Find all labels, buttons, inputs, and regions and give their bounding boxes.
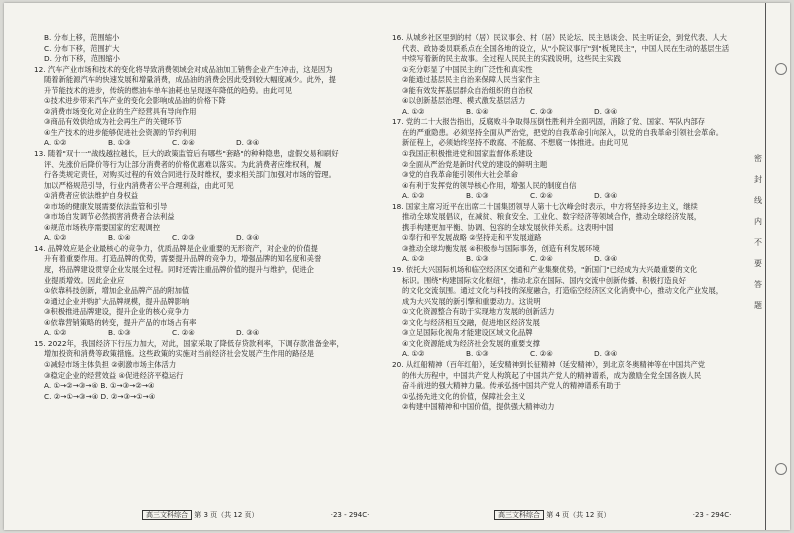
answer-options <box>392 254 737 265</box>
text-line: ③推动全球均衡发展 ④积极参与国际事务，创造有利发展环境 <box>402 243 600 253</box>
text-line: ②文化与经济相互交融，促进地区经济发展 <box>402 317 540 327</box>
answer-option: D. ③④ <box>236 328 260 338</box>
text-line: 评、先涨价后降价等行为让部分消费者的价格优惠难以落实。为此消费者应维权利，履 <box>44 159 322 169</box>
text-line: ④生产技术的进步能够促进社会资源的节约利用 <box>44 127 197 137</box>
text-line: ②全面从严治党是新时代党的建设的鲜明主题 <box>402 159 548 169</box>
text-line: 携手构建更加平衡、协调、包容的全球发展伙伴关系。这表明中国 <box>402 222 614 232</box>
question-stem: 20. 从红船精神（百年红船），延安精神到长征精神（延安精神），到北京冬奥精神等在中国共产党 <box>392 359 706 369</box>
text-line: 随着新能源汽车的快速发展和增量消费，成品油的消费会因此受到较大幅度减少。此外，提 <box>44 75 336 85</box>
text-line: 成为大兴发展的新引擎和重要动力。这说明 <box>402 296 541 306</box>
answer-option: B. ①④ <box>466 106 489 116</box>
text-line: 度，将品牌建设贯穿企业发展全过程。同时还需注重品牌价值的提升与维护，促进企 <box>44 265 314 275</box>
text-line: ①文化资源整合有助于实现地方发展的创新活力 <box>402 307 555 317</box>
text-line: ④规范市场秩序需要国家的宏观调控 <box>44 222 160 232</box>
binding-char: 答 <box>754 280 762 289</box>
text-line: 增加投资和消费等政策措施。这些政策的实施对当前经济社会发展产生作用的路径是 <box>44 349 314 359</box>
text-line: 中续写着新的民主故事。全过程人民民主的实践说明，这些民主实践 <box>402 54 621 64</box>
footer-subject: 高三文科综合 <box>142 510 192 520</box>
binding-line <box>765 3 766 530</box>
text-line: ③市场自发调节必然损害消费者合法利益 <box>44 212 175 222</box>
right-column <box>392 33 737 413</box>
question-stem: 14. 品牌效应是企业最核心的竞争力，优质品牌是企业重要的无形资产，对企业的价值提 <box>34 243 318 253</box>
answer-option: A. ①② <box>44 138 67 148</box>
text-line: 业提质增效。因此企业应 <box>44 275 125 285</box>
answer-options <box>34 233 379 244</box>
answer-option: A. ①② <box>44 233 67 243</box>
answer-option: B. ①④ <box>108 233 131 243</box>
punch-hole <box>775 463 787 475</box>
question-stem: 18. 国家主席习近平在出席二十国集团领导人第十七次峰会时表示，中方将坚持多边主义，继续 <box>392 201 698 211</box>
footer-page: 第 3 页（共 12 页） <box>194 511 259 519</box>
answer-option: C. ②④ <box>530 254 553 264</box>
text-line: 加以严格规范引导，行业内消费者公平合理利益，由此可见 <box>44 180 234 190</box>
answer-option: B. ①③ <box>466 254 489 264</box>
text-line: D. 分布下移，范围缩小 <box>44 54 120 64</box>
binding-char: 题 <box>754 301 762 310</box>
answer-options <box>34 328 379 339</box>
left-column <box>34 33 379 402</box>
answer-option: D. ③④ <box>594 191 618 201</box>
binding-char: 要 <box>754 259 762 268</box>
text-line: ①依靠科技创新，增加企业品牌产品的附加值 <box>44 286 190 296</box>
answer-option: C. ②④ <box>530 191 553 201</box>
text-line: ④有利于发挥党的领导核心作用，增强人民的制度自信 <box>402 180 577 190</box>
answer-option: D. ③④ <box>236 233 260 243</box>
answer-option: D. ③④ <box>594 106 618 116</box>
text-line: 推动全球发展倡议，在减贫、粮食安全、工业化、数字经济等领域合作，推动全球经济发展， <box>402 212 702 222</box>
text-line: ①我国正积极推进党和国家监督体系建设 <box>402 149 533 159</box>
text-line: 奋斗前进的强大精神力量。传承弘扬中国共产党人的精神谱系有助于 <box>402 381 621 391</box>
question-stem: 12. 汽车产业市场和技术的变化将导致消费领域会对成品油加工销售企业产生冲击，这是因为 <box>34 64 333 74</box>
answer-option: A. ①② <box>44 328 67 338</box>
text-line: ②构建中国精神和中国价值，提供强大精神动力 <box>402 402 555 412</box>
answer-options <box>34 138 379 149</box>
text-line: ②消费市场变化对企业的生产经营具有导向作用 <box>44 106 197 116</box>
footer-code: ·23 - 294C· <box>330 511 370 519</box>
text-line: ①充分彰显了中国民主的广泛性和真实性 <box>402 64 533 74</box>
text-line: ①技术进步带来汽车产业的变化会影响成品油的价格下降 <box>44 96 226 106</box>
exam-sheet <box>4 3 790 530</box>
binding-char: 线 <box>754 196 762 205</box>
text-line: ③商品有效供给成为社会再生产的关键环节 <box>44 117 182 127</box>
question-stem: 13. 随着"双十一"战线越拉越长，巨大的政策监管后有哪些"套路"的种种隐患，虚假交易和刷好 <box>34 149 339 159</box>
text-line: ③稳定企业的经营效益 ④促进经济平稳运行 <box>44 370 184 380</box>
text-line: 新征程上，必须始终坚持不敢腐、不能腐、不想腐一体推进。由此可见 <box>402 138 629 148</box>
answer-option: C. ②③ <box>172 233 195 243</box>
text-line: 的伟大历程中，中国共产党人构筑起了中国共产党人的精神谱系，成为激励全党全国各族人民 <box>402 370 702 380</box>
text-line: 的文化交流氛围。通过文化与科技的深度融合，打造临空经济区文化消费中心，推动文化产业发展， <box>402 286 724 296</box>
answer-option: C. ②④ <box>172 138 195 148</box>
answer-option: C. ②④ <box>172 328 195 338</box>
answer-option: B. ①③ <box>466 349 489 359</box>
question-stem: 16. 从城乡社区里到的村（居）民议事会、村（居）民论坛、民主恳谈会、民主听证会，到党代表、人大 <box>392 33 727 42</box>
text-line: 升节能技术的进步，传统的燃油车单车油耗也呈现逐年降低的趋势。由此可见 <box>44 85 293 95</box>
answer-options <box>392 349 737 360</box>
binding-char: 密 <box>754 154 762 163</box>
text-line: B. 分布上移，范围缩小 <box>44 33 120 42</box>
binding-char: 封 <box>754 175 762 184</box>
text-line: 升有着重要作用。打造品牌的优势，需要提升品牌的竞争力，增强品牌的知名度和美誉 <box>44 254 322 264</box>
footer-left <box>142 510 369 520</box>
text-line: ①消费者应依法维护自身权益 <box>44 191 139 201</box>
question-stem: 15. 2022年，我国经济下行压力加大，对此，国家采取了降低存贷款利率，下调存款准备金率， <box>34 338 344 348</box>
answer-options <box>392 107 737 118</box>
text-line: ③能有效发挥基层群众自治组织的自治权 <box>402 85 533 95</box>
text-line: C. ②→①→③→④ D. ②→③→①→④ <box>44 391 156 401</box>
text-line: ③立足国际化视角才能建设区域文化品牌 <box>402 328 533 338</box>
text-line: ①减轻市场主体负担 ②刺激市场主体活力 <box>44 359 177 369</box>
text-line: ④以创新基层治理、模式激发基层活力 <box>402 96 526 106</box>
footer-page: 第 4 页（共 12 页） <box>546 511 611 519</box>
answer-option: B. ①③ <box>108 328 131 338</box>
text-line: 在的严重隐患。必须坚持全面从严治党，把党的自我革命引向深入，以党的自我革命引领社会革命。 <box>402 127 724 137</box>
question-stem: 17. 党的二十大报告指出，反腐败斗争取得压倒性胜利并全面巩固，消除了党、国家、军队内部存 <box>392 117 706 127</box>
text-line: ①弘扬先进文化的价值，保障社会主义 <box>402 391 526 401</box>
answer-option: D. ③④ <box>594 349 618 359</box>
answer-options <box>392 191 737 202</box>
punch-hole <box>775 63 787 75</box>
footer-right <box>494 510 731 520</box>
answer-option: D. ③④ <box>236 138 260 148</box>
text-line: 标识。围绕"构建国际文化枢纽"，推动北京在国际、国内交流中创新传播、积极打造良好 <box>402 275 686 285</box>
answer-option: C. ②③ <box>530 106 553 116</box>
answer-option: A. ①② <box>402 106 425 116</box>
text-line: 代表、政协委员联系点在全国各地的设立，从"小院议事厅"到"板凳民主"，中国人民在生动的基层生活 <box>402 43 730 53</box>
answer-option: A. ①② <box>402 349 425 359</box>
answer-option: C. ②④ <box>530 349 553 359</box>
binding-char: 内 <box>754 217 762 226</box>
answer-option: A. ①② <box>402 191 425 201</box>
text-line: A. ①→②→③→④ B. ①→③→②→④ <box>44 381 155 391</box>
footer-code: ·23 - 294C· <box>692 511 732 519</box>
text-line: ④文化资源能成为经济社会发展的重要支撑 <box>402 338 540 348</box>
footer-subject: 高三文科综合 <box>494 510 544 520</box>
binding-char: 不 <box>754 238 762 247</box>
text-line: ②市场的健康发展需要依法监管和引导 <box>44 201 168 211</box>
binding-notice <box>751 153 765 311</box>
answer-option: D. ③④ <box>594 254 618 264</box>
text-line: ③党的自我革命能引领伟大社会革命 <box>402 170 518 180</box>
text-line: ③积极推进品牌建设，提升企业的核心竞争力 <box>44 307 190 317</box>
answer-option: B. ①③ <box>108 138 131 148</box>
answer-option: A. ①② <box>402 254 425 264</box>
question-stem: 19. 依托大兴国际机场和临空经济区交通和产业集聚优势，"新国门"已经成为大兴最重要的文化 <box>392 265 698 275</box>
text-line: ④依靠营销策略的转变，提升产品的市场占有率 <box>44 317 197 327</box>
text-line: 行各类规定责任，对购买过程的有效合同进行及时维权，要求相关部门加强对市场的管理。 <box>44 170 336 180</box>
text-line: C. 分布下移，范围扩大 <box>44 43 120 53</box>
text-line: ②通过企业并购扩大品牌规模，提升品牌影响 <box>44 296 190 306</box>
answer-option: B. ①③ <box>466 191 489 201</box>
text-line: ①奉行和平发展战略 ②坚持走和平发展道路 <box>402 233 542 243</box>
binding-margin <box>745 3 790 530</box>
text-line: ②能通过基层民主自治来保障人民当家作主 <box>402 75 540 85</box>
